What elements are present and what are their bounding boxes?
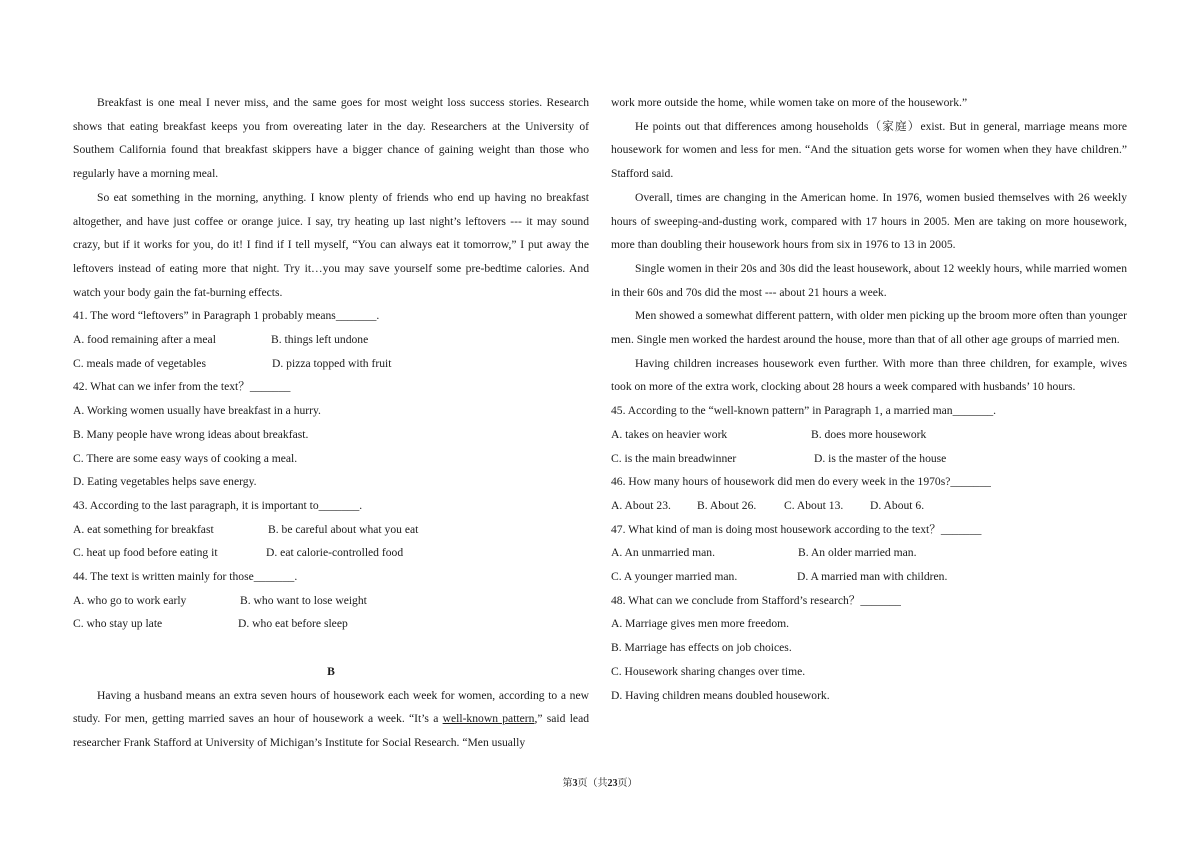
- passage-b-text-end: ,” said lead researcher Frank Stafford at University of Michigan’s Institute for Social Research. “Men usually: [73, 712, 590, 749]
- q44-option-a[interactable]: A. who go to work early: [73, 593, 187, 607]
- q44-option-d[interactable]: D. who eat before sleep: [238, 617, 348, 631]
- underlined-phrase: well-known pattern: [442, 712, 535, 726]
- q44-option-b[interactable]: B. who want to lose weight: [240, 593, 367, 607]
- question-41-options-row-1: [73, 328, 589, 352]
- question-45-options-row-1: [611, 423, 1127, 447]
- q47-option-a[interactable]: A. An unmarried man.: [611, 546, 715, 560]
- q46-option-d[interactable]: D. About 6.: [870, 498, 925, 512]
- question-46-options-row: [611, 494, 1127, 518]
- passage-b-paragraph-3: Overall, times are changing in the American home. In 1976, women busied themselves with 26 weekly hours of sweeping-and-dusting work, compared with 17 hours in 2005. Men are taking on more housework, more than doubling their housework hours from six in 1976 to 13 in 2005.: [611, 190, 1127, 252]
- q47-option-b[interactable]: B. An older married man.: [798, 546, 917, 560]
- q46-option-b[interactable]: B. About 26.: [697, 498, 757, 512]
- q43-option-d[interactable]: D. eat calorie-controlled food: [266, 546, 404, 560]
- q41-option-a[interactable]: A. food remaining after a meal: [73, 333, 216, 347]
- q45-option-c[interactable]: C. is the main breadwinner: [611, 451, 737, 465]
- footer-prefix: 第: [562, 778, 573, 789]
- q43-option-c[interactable]: C. heat up food before eating it: [73, 546, 218, 560]
- question-46-stem: 46. How many hours of housework did men do every week in the 1970s?_______: [611, 475, 991, 489]
- q48-option-d[interactable]: D. Having children means doubled housework.: [611, 688, 830, 702]
- q45-option-a[interactable]: A. takes on heavier work: [611, 427, 728, 441]
- passage-b-paragraph-1: [73, 684, 589, 755]
- q47-option-c[interactable]: C. A younger married man.: [611, 570, 738, 584]
- question-41-options-row-2: [73, 352, 589, 376]
- question-43-stem: 43. According to the last paragraph, it is important to_______.: [73, 498, 363, 512]
- q42-option-d[interactable]: D. Eating vegetables helps save energy.: [73, 475, 257, 489]
- question-43-options-row-1: [73, 518, 589, 542]
- q43-option-b[interactable]: B. be careful about what you eat: [268, 522, 419, 536]
- footer-middle: 页（共: [577, 778, 608, 789]
- right-column: [611, 91, 1127, 707]
- passage-a-paragraph-2: So eat something in the morning, anything. I know plenty of friends who end up having no breakfast altogether, and have just coffee or orange juice. I say, try heating up last night’s leftovers --- it may sound crazy, but if it works for you, do it! I find if I tell myself, “You can always eat it tomorrow,” I put away the leftovers instead of eating more that night. Try it…you may save yourself some pre-bedtime calories. And watch your body gain the fat-burning effects.: [73, 190, 589, 299]
- passage-a-paragraph-1: Breakfast is one meal I never miss, and the same goes for most weight loss success stories. Research shows that eating breakfast keeps you from overeating later in the day. Researchers at the University of Southem California found that breakfast skippers have a bigger chance of gaining weight than those who regularly have a morning meal.: [73, 96, 589, 181]
- q44-option-c[interactable]: C. who stay up late: [73, 617, 163, 631]
- q46-option-a[interactable]: A. About 23.: [611, 498, 671, 512]
- question-47-options-row-1: [611, 541, 1127, 565]
- passage-b-text-start: Having a husband means an extra seven hours of housework each week for women, according to a new study. For men, getting married saves an hour of housework a week. “It’s a: [73, 688, 589, 726]
- question-42-stem: 42. What can we infer from the text？_______: [73, 380, 291, 394]
- question-48-stem: 48. What can we conclude from Stafford’s research？_______: [611, 593, 901, 607]
- q48-option-b[interactable]: B. Marriage has effects on job choices.: [611, 641, 792, 655]
- question-47-options-row-2: [611, 565, 1127, 589]
- q42-option-b[interactable]: B. Many people have wrong ideas about breakfast.: [73, 427, 309, 441]
- q41-option-d[interactable]: D. pizza topped with fruit: [272, 356, 392, 370]
- page-footer: [0, 774, 1200, 789]
- q41-option-c[interactable]: C. meals made of vegetables: [73, 356, 206, 370]
- question-44-options-row-1: [73, 589, 589, 613]
- section-b-heading: B: [327, 664, 335, 678]
- passage-b-paragraph-4: Single women in their 20s and 30s did the least housework, about 12 weekly hours, while married women in their 60s and 70s did the most --- about 21 hours a week.: [611, 261, 1127, 299]
- passage-b-paragraph-5: Men showed a somewhat different pattern, with older men picking up the broom more often than younger men. Single men worked the hardest around the house, more than that of all other age groups of married men.: [611, 309, 1127, 347]
- question-43-options-row-2: [73, 541, 589, 565]
- passage-b-paragraph-6: Having children increases housework even further. With more than three children, for example, wives took on more of the extra work, clocking about 28 hours a week compared with husbands’ 10 hours.: [611, 356, 1127, 394]
- page-number: 3: [572, 778, 578, 789]
- total-pages: 23: [607, 778, 618, 789]
- q41-option-b[interactable]: B. things left undone: [271, 333, 369, 347]
- question-47-stem: 47. What kind of man is doing most housework according to the text？_______: [611, 522, 982, 536]
- footer-suffix: 页）: [617, 778, 638, 789]
- left-column: [73, 91, 589, 755]
- question-45-options-row-2: [611, 447, 1127, 471]
- q43-option-a[interactable]: A. eat something for breakfast: [73, 522, 214, 536]
- q45-option-d[interactable]: D. is the master of the house: [814, 451, 947, 465]
- passage-b-continuation: work more outside the home, while women take on more of the housework.”: [611, 96, 968, 109]
- q45-option-b[interactable]: B. does more housework: [811, 427, 927, 441]
- q42-option-c[interactable]: C. There are some easy ways of cooking a meal.: [73, 451, 298, 465]
- q42-option-a[interactable]: A. Working women usually have breakfast in a hurry.: [73, 404, 321, 418]
- q47-option-d[interactable]: D. A married man with children.: [797, 570, 948, 584]
- question-44-stem: 44. The text is written mainly for those_______.: [73, 570, 298, 584]
- passage-b-paragraph-2: He points out that differences among households（家庭）exist. But in general, marriage means more housework for women and less for men. “And the situation gets worse for women when they have children.” Stafford said.: [611, 119, 1127, 181]
- section-spacer: [73, 636, 589, 660]
- question-45-stem: 45. According to the “well-known pattern” in Paragraph 1, a married man_______.: [611, 404, 997, 418]
- question-44-options-row-2: [73, 612, 589, 636]
- q46-option-c[interactable]: C. About 13.: [784, 498, 844, 512]
- q48-option-a[interactable]: A. Marriage gives men more freedom.: [611, 617, 790, 631]
- q48-option-c[interactable]: C. Housework sharing changes over time.: [611, 664, 806, 678]
- question-41-stem: 41. The word “leftovers” in Paragraph 1 probably means_______.: [73, 309, 380, 323]
